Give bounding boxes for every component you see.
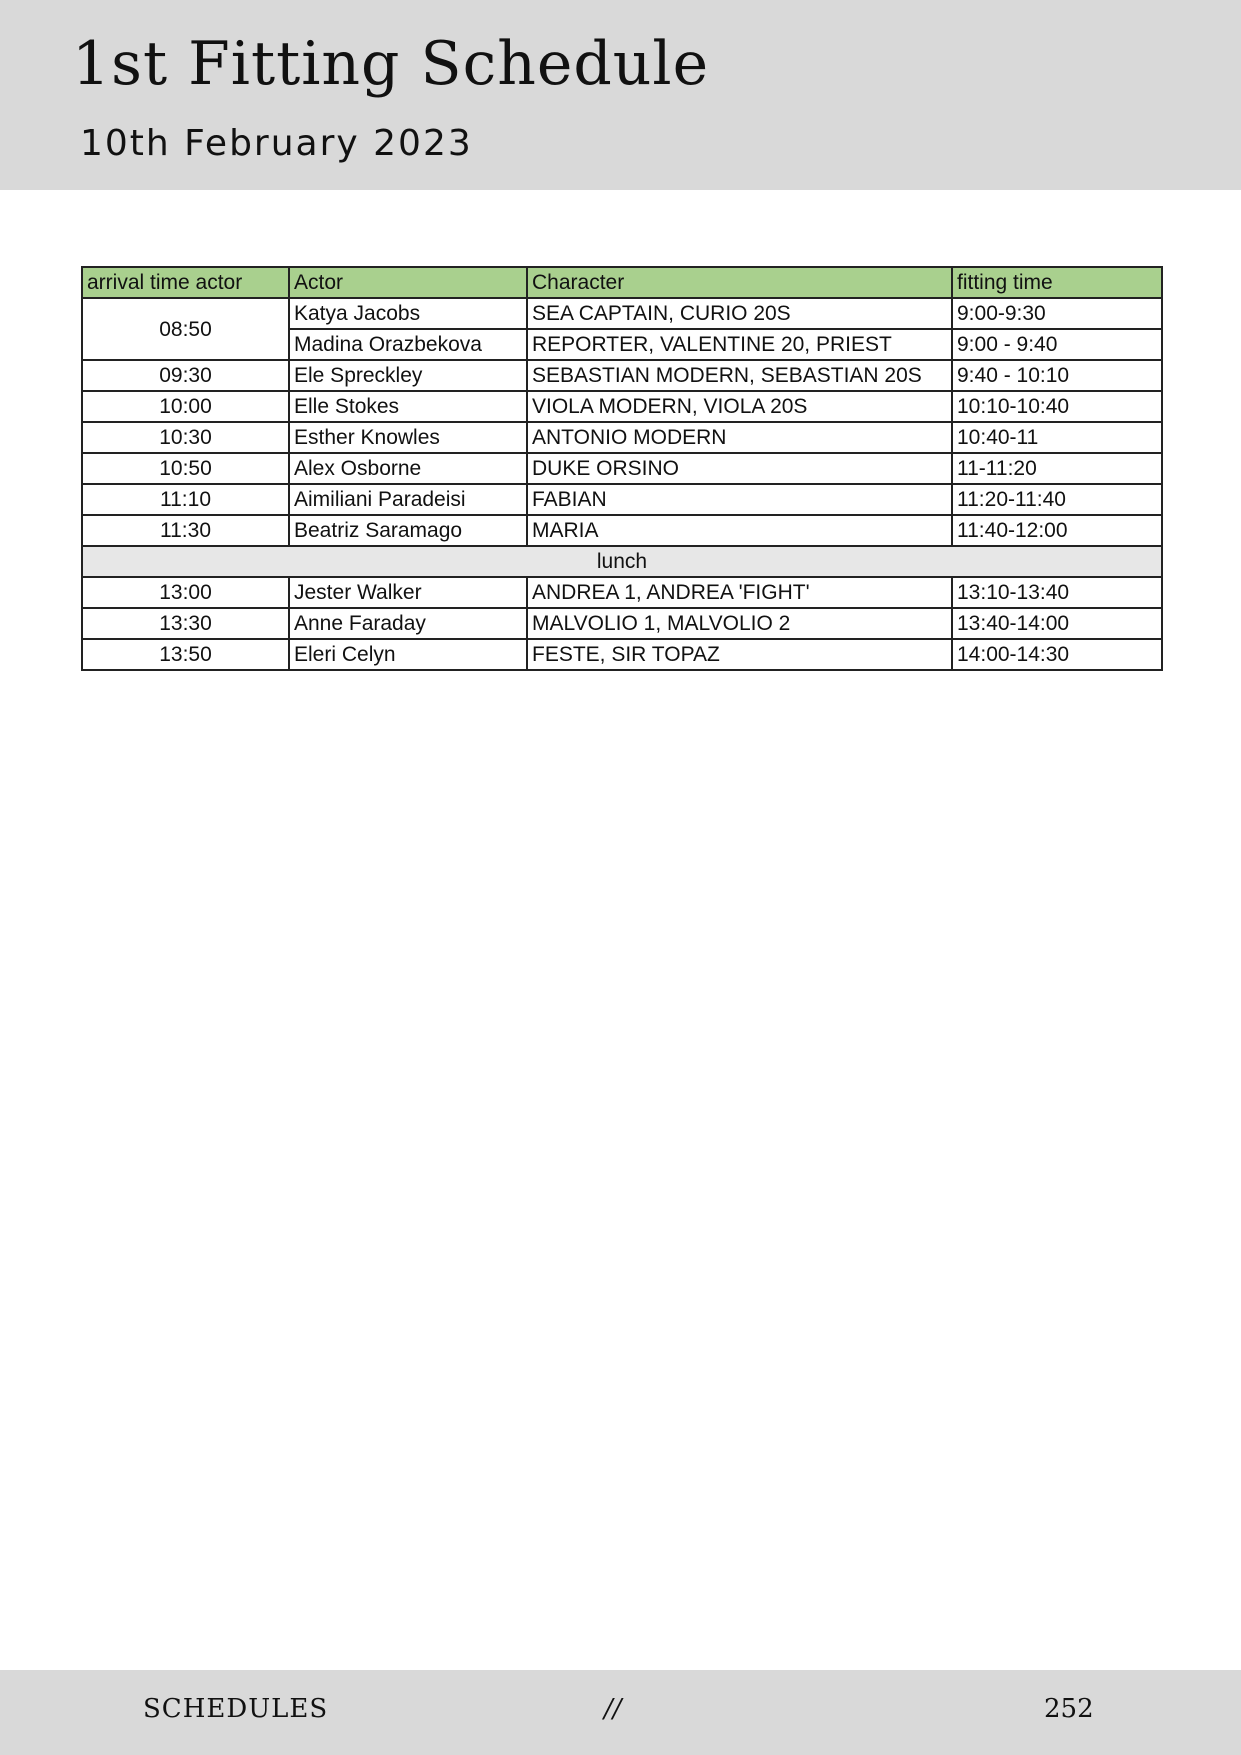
lunch-label: lunch [82, 546, 1162, 577]
page-number: 252 [1044, 1694, 1094, 1724]
character-cell: VIOLA MODERN, VIOLA 20S [527, 391, 952, 422]
fitting-time-cell: 11-11:20 [952, 453, 1162, 484]
page-title: 1st Fitting Schedule [72, 29, 710, 99]
arrival-time-cell: 11:30 [82, 515, 289, 546]
arrival-time-cell: 13:50 [82, 639, 289, 670]
fitting-time-cell: 11:40-12:00 [952, 515, 1162, 546]
fitting-time-cell: 14:00-14:30 [952, 639, 1162, 670]
table-row [82, 391, 1162, 422]
fitting-time-cell: 10:40-11 [952, 422, 1162, 453]
table-row [82, 515, 1162, 546]
actor-cell: Elle Stokes [289, 391, 527, 422]
arrival-time-cell: 08:50 [82, 298, 289, 360]
actor-cell: Esther Knowles [289, 422, 527, 453]
table-row [82, 360, 1162, 391]
lunch-row [82, 546, 1162, 577]
fitting-time-cell: 9:00-9:30 [952, 298, 1162, 329]
arrival-time-cell: 13:00 [82, 577, 289, 608]
character-cell: MARIA [527, 515, 952, 546]
table-row [82, 577, 1162, 608]
footer-band [0, 1670, 1241, 1755]
column-header-actor: Actor [289, 267, 527, 298]
column-header-arrival: arrival time actor [82, 267, 289, 298]
character-cell: ANTONIO MODERN [527, 422, 952, 453]
actor-cell: Anne Faraday [289, 608, 527, 639]
actor-cell: Eleri Celyn [289, 639, 527, 670]
header-band [0, 0, 1241, 190]
fitting-time-cell: 13:10-13:40 [952, 577, 1162, 608]
fitting-time-cell: 13:40-14:00 [952, 608, 1162, 639]
arrival-time-cell: 10:30 [82, 422, 289, 453]
column-header-fitting-time: fitting time [952, 267, 1162, 298]
actor-cell: Jester Walker [289, 577, 527, 608]
fitting-time-cell: 9:00 - 9:40 [952, 329, 1162, 360]
actor-cell: Madina Orazbekova [289, 329, 527, 360]
arrival-time-cell: 11:10 [82, 484, 289, 515]
fitting-time-cell: 9:40 - 10:10 [952, 360, 1162, 391]
character-cell: FESTE, SIR TOPAZ [527, 639, 952, 670]
arrival-time-cell: 09:30 [82, 360, 289, 391]
actor-cell: Ele Spreckley [289, 360, 527, 391]
table-row [82, 484, 1162, 515]
table-header-row [82, 267, 1162, 298]
fitting-time-cell: 10:10-10:40 [952, 391, 1162, 422]
fitting-time-cell: 11:20-11:40 [952, 484, 1162, 515]
footer-separator: // [604, 1694, 622, 1724]
character-cell: SEBASTIAN MODERN, SEBASTIAN 20S [527, 360, 952, 391]
table-row [82, 298, 1162, 329]
actor-cell: Alex Osborne [289, 453, 527, 484]
character-cell: MALVOLIO 1, MALVOLIO 2 [527, 608, 952, 639]
table-row [82, 453, 1162, 484]
arrival-time-cell: 13:30 [82, 608, 289, 639]
table-row [82, 422, 1162, 453]
character-cell: ANDREA 1, ANDREA 'FIGHT' [527, 577, 952, 608]
page-date: 10th February 2023 [80, 123, 473, 164]
character-cell: DUKE ORSINO [527, 453, 952, 484]
footer-section-label: SCHEDULES [143, 1694, 329, 1724]
actor-cell: Beatriz Saramago [289, 515, 527, 546]
column-header-character: Character [527, 267, 952, 298]
character-cell: REPORTER, VALENTINE 20, PRIEST [527, 329, 952, 360]
actor-cell: Aimiliani Paradeisi [289, 484, 527, 515]
fitting-schedule-table [81, 266, 1163, 671]
arrival-time-cell: 10:50 [82, 453, 289, 484]
table-row [82, 639, 1162, 670]
arrival-time-cell: 10:00 [82, 391, 289, 422]
actor-cell: Katya Jacobs [289, 298, 527, 329]
character-cell: SEA CAPTAIN, CURIO 20S [527, 298, 952, 329]
character-cell: FABIAN [527, 484, 952, 515]
table-row [82, 608, 1162, 639]
